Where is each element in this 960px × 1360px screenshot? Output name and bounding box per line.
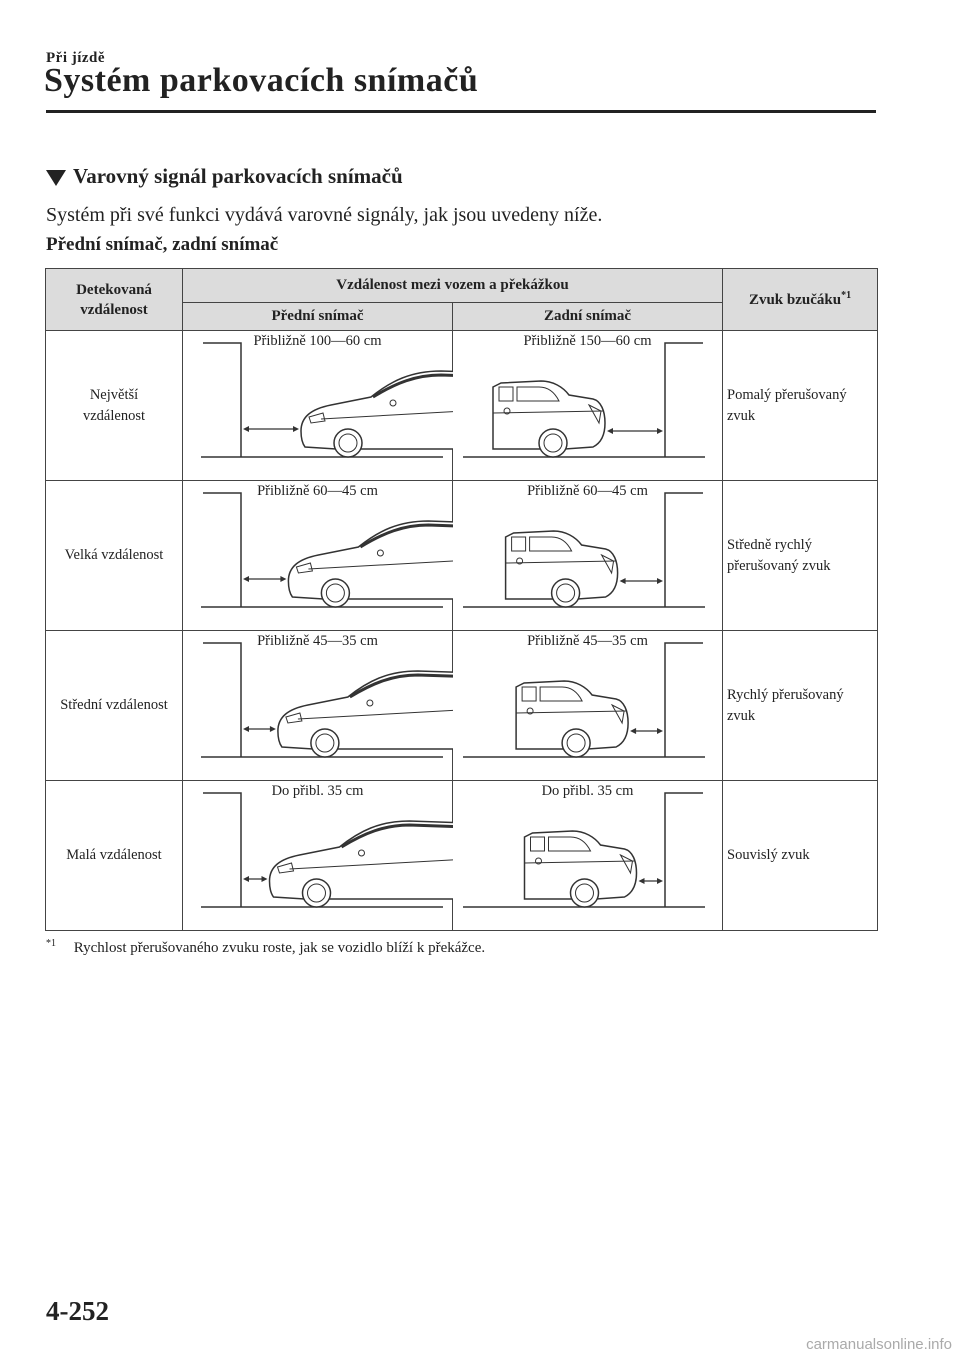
sound-label: Rychlý přerušovaný zvuk <box>727 686 844 724</box>
page-number: 4-252 <box>46 1296 109 1326</box>
car-front-diagram <box>183 331 453 481</box>
distance-label: Střední vzdálenost <box>60 697 168 713</box>
title-rule <box>46 110 876 113</box>
car-rear-diagram <box>453 331 723 481</box>
col-header-range: Vzdálenost mezi vozem a překážkou <box>183 269 723 303</box>
col-header-distance-text: Detekovaná vzdálenost <box>76 281 152 318</box>
rear-range-caption: Do přibl. 35 cm <box>541 783 634 799</box>
distance-label: Největší vzdálenost <box>82 386 145 424</box>
car-front-diagram <box>183 781 453 931</box>
car-front-diagram <box>183 631 453 781</box>
sound-cell <box>723 331 878 481</box>
distance-label: Malá vzdálenost <box>66 847 162 863</box>
sound-cell <box>723 781 878 931</box>
subheading <box>46 164 403 189</box>
sound-cell <box>723 631 878 781</box>
front-sensor-figure-cell <box>183 781 453 931</box>
table-row <box>46 781 878 931</box>
car-rear-diagram <box>453 481 723 631</box>
watermark: carmanualsonline.info <box>806 1336 952 1353</box>
triangle-bullet-icon <box>46 170 66 186</box>
col-header-distance <box>46 269 183 331</box>
col-header-sound <box>723 269 878 331</box>
distance-cell <box>46 631 183 781</box>
front-sensor-figure-cell <box>183 631 453 781</box>
distance-cell <box>46 481 183 631</box>
front-range-caption: Přibližně 45—35 cm <box>257 633 378 649</box>
footnote-mark: *1 <box>46 938 56 949</box>
front-sensor-figure-cell <box>183 331 453 481</box>
car-rear-diagram <box>453 781 723 931</box>
footnote-text: Rychlost přerušovaného zvuku roste, jak se vozidlo blíží k překážce. <box>73 940 486 956</box>
intro-text: Systém při své funkci vydává varovné signály, jak jsou uvedeny níže. <box>46 204 603 226</box>
car-rear-diagram <box>453 631 723 781</box>
table-row <box>46 481 878 631</box>
sound-label: Pomalý přerušovaný zvuk <box>727 386 847 424</box>
front-range-caption: Přibližně 100—60 cm <box>253 333 382 349</box>
col-header-sound-mark: *1 <box>841 290 852 301</box>
table-row <box>46 331 878 481</box>
rear-range-caption: Přibližně 60—45 cm <box>527 483 648 499</box>
rear-sensor-figure-cell <box>453 331 723 481</box>
distance-cell <box>46 781 183 931</box>
distance-label: Velká vzdálenost <box>64 547 164 563</box>
front-sensor-figure-cell <box>183 481 453 631</box>
table-title: Přední snímač, zadní snímač <box>46 234 279 255</box>
col-header-sound-text: Zvuk bzučáku <box>748 292 842 308</box>
distance-cell <box>46 331 183 481</box>
sound-label: Souvislý zvuk <box>727 847 810 863</box>
section-label: Při jízdě <box>46 50 106 66</box>
subheading-text: Varovný signál parkovacích snímačů <box>73 164 403 188</box>
rear-range-caption: Přibližně 150—60 cm <box>523 333 652 349</box>
front-range-caption: Do přibl. 35 cm <box>271 783 364 799</box>
col-header-rear: Zadní snímač <box>453 303 723 331</box>
front-range-caption: Přibližně 60—45 cm <box>257 483 378 499</box>
col-header-front: Přední snímač <box>183 303 453 331</box>
page-title: Systém parkovacích snímačů <box>44 62 479 99</box>
rear-sensor-figure-cell <box>453 481 723 631</box>
table-row <box>46 631 878 781</box>
rear-range-caption: Přibližně 45—35 cm <box>527 633 648 649</box>
footnote <box>46 938 485 957</box>
warning-signal-table <box>45 268 878 931</box>
car-front-diagram <box>183 481 453 631</box>
sound-label: Středně rychlý přerušovaný zvuk <box>727 536 831 574</box>
rear-sensor-figure-cell <box>453 781 723 931</box>
sound-cell <box>723 481 878 631</box>
rear-sensor-figure-cell <box>453 631 723 781</box>
